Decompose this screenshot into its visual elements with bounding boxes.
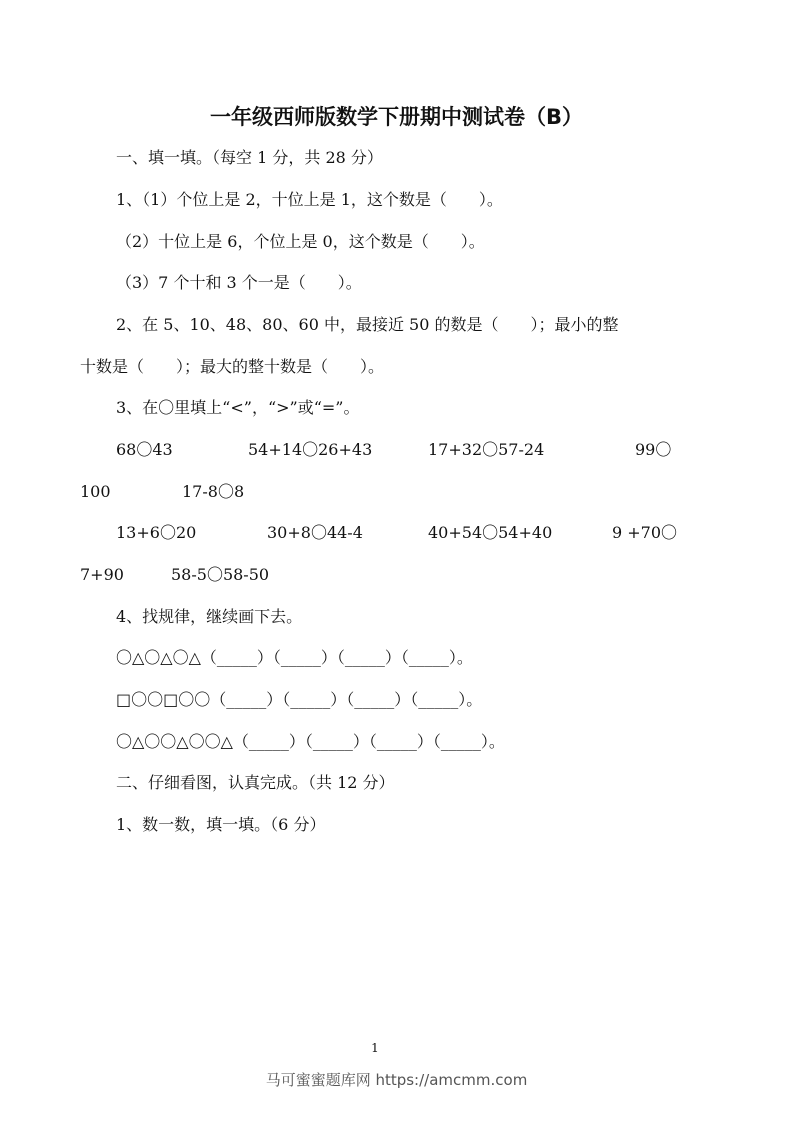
pattern-row: □〇〇□〇〇（_____）（_____）（_____）（_____）。 <box>116 690 483 709</box>
question-4-header: 4、找规律，继续画下去。 <box>116 607 303 626</box>
question-2-line1: 2、在 5、10、48、80、60 中，最接近 50 的数是（ ）；最小的整 <box>116 315 619 334</box>
section2-question-1: 1、数一数，填一填。（6 分） <box>116 815 326 834</box>
section2-header: 二、仔细看图，认真完成。（共 12 分） <box>116 773 395 792</box>
compare-item: 17-8〇8 <box>182 482 245 501</box>
page-title: 一年级西师版数学下册期中测试卷（B） <box>209 105 583 129</box>
compare-item: 40+54〇54+40 <box>428 523 553 542</box>
question-3-header: 3、在〇里填上“<”，“>”或“=”。 <box>116 398 360 417</box>
compare-item: 58-5〇58-50 <box>171 565 270 584</box>
compare-item: 17+32〇57-24 <box>428 440 545 459</box>
question-1-1: 1、（1）个位上是 2，十位上是 1，这个数是（ ）。 <box>116 190 503 209</box>
page-number: 1 <box>371 1041 379 1055</box>
compare-item: 9 +70〇 <box>612 523 678 542</box>
compare-item: 13+6〇20 <box>116 523 197 542</box>
section1-header: 一、填一填。（每空 1 分，共 28 分） <box>116 148 383 167</box>
pattern-row: 〇△〇△〇△（_____）（_____）（_____）（_____）。 <box>116 648 473 667</box>
compare-item: 100 <box>80 482 111 501</box>
compare-item: 54+14〇26+43 <box>248 440 373 459</box>
compare-item: 30+8〇44-4 <box>267 523 363 542</box>
compare-item: 7+90 <box>80 565 124 584</box>
question-1-3: （3）7 个十和 3 个一是（ ）。 <box>116 273 362 292</box>
question-1-2: （2）十位上是 6，个位上是 0，这个数是（ ）。 <box>116 232 485 251</box>
pattern-row: 〇△〇〇△〇〇△（_____）（_____）（_____）（_____）。 <box>116 732 505 751</box>
compare-item: 99〇 <box>635 440 672 459</box>
question-2-line2: 十数是（ ）；最大的整十数是（ ）。 <box>80 357 385 376</box>
compare-item: 68〇43 <box>116 440 173 459</box>
footer-watermark: 马可蜜蜜题库网 https://amcmm.com <box>265 1071 528 1089</box>
